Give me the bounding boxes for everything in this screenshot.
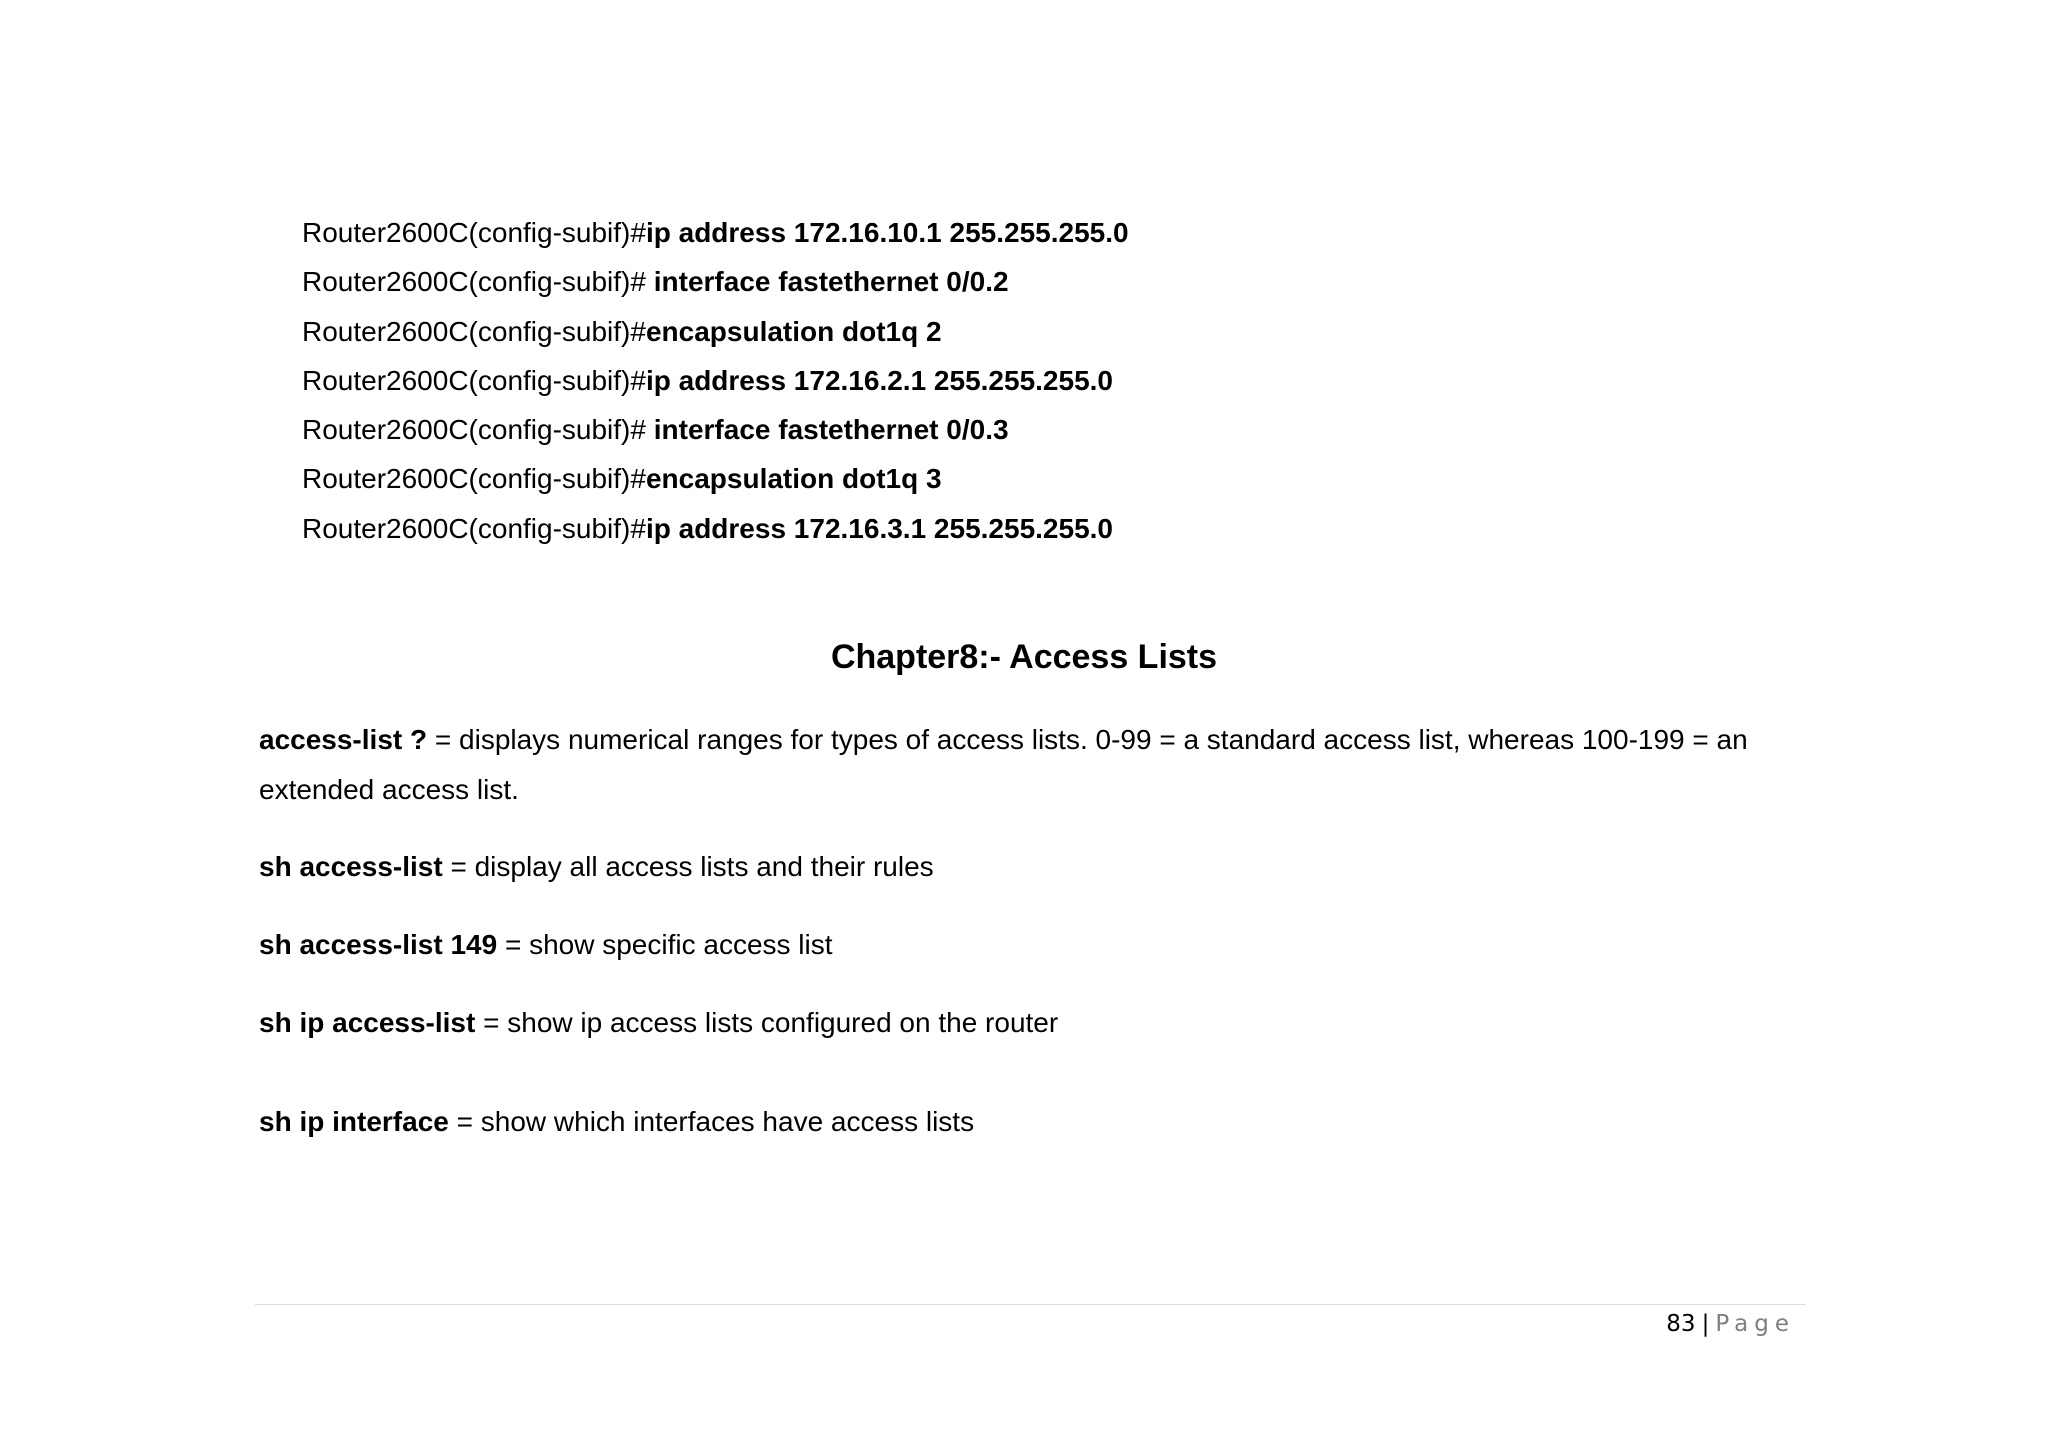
command-line bbox=[302, 307, 1702, 356]
command-text: interface fastethernet 0/0.2 bbox=[653, 266, 1009, 298]
definition-term: sh ip interface bbox=[259, 1106, 449, 1137]
definition-sh-access-list bbox=[259, 842, 1799, 892]
command-text: ip address 172.16.10.1 255.255.255.0 bbox=[645, 217, 1129, 248]
command-text: encapsulation dot1q 3 bbox=[645, 463, 942, 495]
definition-description: = display all access lists and their rules bbox=[442, 851, 934, 882]
command-text: encapsulation dot1q 2 bbox=[645, 315, 942, 347]
definition-sh-ip-interface bbox=[259, 1097, 1799, 1147]
definition-term: access-list ? bbox=[259, 724, 428, 755]
command-text: interface fastethernet 0/0.3 bbox=[653, 414, 1009, 446]
definition-term: sh access-list 149 bbox=[259, 929, 498, 960]
command-prompt: Router2600C(config-subif)# bbox=[302, 364, 646, 396]
command-text: ip address 172.16.3.1 255.255.255.0 bbox=[645, 512, 1113, 544]
page-label: Page bbox=[1715, 1311, 1795, 1337]
command-text: ip address 172.16.2.1 255.255.255.0 bbox=[645, 364, 1113, 396]
command-line bbox=[302, 504, 1702, 553]
definition-description: = displays numerical ranges for types of access lists. 0-99 = a standard access list, whereas 100-199 = an extended access list. bbox=[259, 724, 1748, 805]
command-line bbox=[302, 356, 1702, 405]
definition-access-list-help bbox=[259, 715, 1799, 815]
definition-term: sh access-list bbox=[259, 851, 443, 882]
command-line bbox=[302, 405, 1702, 454]
definition-term: sh ip access-list bbox=[259, 1007, 476, 1038]
footer-separator: | bbox=[1701, 1311, 1710, 1337]
definition-sh-ip-access-list bbox=[259, 998, 1799, 1048]
page-number: 83 bbox=[1666, 1311, 1696, 1337]
command-line bbox=[302, 257, 1702, 306]
command-prompt: Router2600C(config-subif)# bbox=[302, 217, 646, 248]
command-prompt: Router2600C(config-subif)# bbox=[302, 512, 646, 544]
command-line bbox=[302, 454, 1702, 503]
definition-description: = show specific access list bbox=[497, 929, 833, 960]
definition-sh-access-list-149 bbox=[259, 920, 1799, 970]
router-command-block bbox=[302, 208, 1702, 553]
definition-description: = show which interfaces have access lists bbox=[448, 1106, 975, 1137]
definition-description: = show ip access lists configured on the router bbox=[475, 1007, 1059, 1038]
command-prompt: Router2600C(config-subif)# bbox=[302, 414, 654, 446]
command-prompt: Router2600C(config-subif)# bbox=[302, 266, 654, 298]
command-prompt: Router2600C(config-subif)# bbox=[302, 315, 646, 347]
command-line bbox=[302, 208, 1702, 257]
page-footer bbox=[1666, 1306, 1795, 1342]
command-prompt: Router2600C(config-subif)# bbox=[302, 463, 646, 495]
footer-divider bbox=[255, 1304, 1806, 1305]
chapter-title: Chapter8:- Access Lists bbox=[830, 638, 1218, 676]
